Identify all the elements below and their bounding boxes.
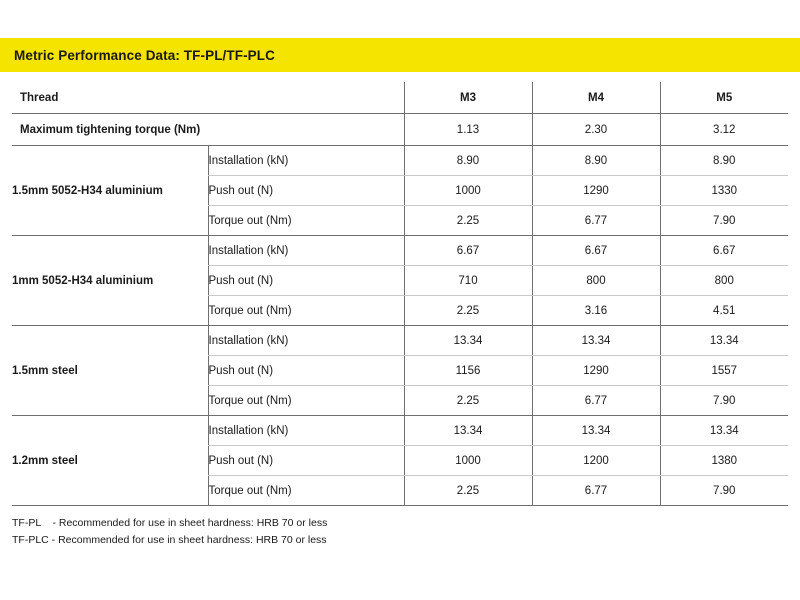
data-cell: 2.25	[404, 386, 532, 416]
data-cell: 2.25	[404, 476, 532, 506]
data-cell: 800	[660, 266, 788, 296]
cell-torque-m3: 1.13	[404, 114, 532, 146]
data-cell: 6.77	[532, 386, 660, 416]
data-cell: 13.34	[404, 416, 532, 446]
footnote-tf-pl: TF-PL - Recommended for use in sheet hardness: HRB 70 or less	[12, 517, 328, 529]
data-cell: 8.90	[660, 146, 788, 176]
data-cell: 13.34	[404, 326, 532, 356]
metric-label: Installation (kN)	[208, 326, 404, 356]
table-row	[12, 236, 788, 266]
table-row	[12, 326, 788, 356]
column-header-m4: M4	[532, 82, 660, 114]
row-label-max-tightening-torque: Maximum tightening torque (Nm)	[12, 114, 404, 146]
table-row	[12, 146, 788, 176]
cell-torque-m4: 2.30	[532, 114, 660, 146]
group-label-1: 1mm 5052-H34 aluminium	[12, 236, 208, 326]
data-cell: 800	[532, 266, 660, 296]
group-label-3: 1.2mm steel	[12, 416, 208, 506]
data-cell: 1290	[532, 356, 660, 386]
data-cell: 13.34	[660, 326, 788, 356]
data-cell: 1557	[660, 356, 788, 386]
group-label-2: 1.5mm steel	[12, 326, 208, 416]
metric-label: Push out (N)	[208, 176, 404, 206]
data-cell: 8.90	[404, 146, 532, 176]
column-header-m3: M3	[404, 82, 532, 114]
metric-label: Installation (kN)	[208, 146, 404, 176]
data-cell: 6.77	[532, 206, 660, 236]
data-cell: 7.90	[660, 206, 788, 236]
data-cell: 710	[404, 266, 532, 296]
metric-label: Push out (N)	[208, 266, 404, 296]
cell-torque-m5: 3.12	[660, 114, 788, 146]
data-cell: 7.90	[660, 386, 788, 416]
data-cell: 1290	[532, 176, 660, 206]
data-cell: 1000	[404, 176, 532, 206]
column-header-thread: Thread	[12, 82, 404, 114]
page-title: Metric Performance Data: TF-PL/TF-PLC	[14, 47, 275, 63]
metric-label: Installation (kN)	[208, 236, 404, 266]
metric-label: Torque out (Nm)	[208, 206, 404, 236]
data-cell: 6.67	[660, 236, 788, 266]
data-cell: 7.90	[660, 476, 788, 506]
data-cell: 6.67	[532, 236, 660, 266]
metric-label: Push out (N)	[208, 356, 404, 386]
column-header-m5: M5	[660, 82, 788, 114]
data-cell: 2.25	[404, 206, 532, 236]
data-cell: 1330	[660, 176, 788, 206]
data-cell: 6.77	[532, 476, 660, 506]
metric-label: Push out (N)	[208, 446, 404, 476]
metric-label: Installation (kN)	[208, 416, 404, 446]
data-cell: 3.16	[532, 296, 660, 326]
data-cell: 6.67	[404, 236, 532, 266]
data-cell: 1200	[532, 446, 660, 476]
data-cell: 1000	[404, 446, 532, 476]
data-cell: 2.25	[404, 296, 532, 326]
metric-label: Torque out (Nm)	[208, 296, 404, 326]
footnotes	[12, 515, 712, 549]
data-cell: 1380	[660, 446, 788, 476]
data-cell: 13.34	[532, 326, 660, 356]
table-row	[12, 114, 788, 146]
performance-data-table	[12, 82, 788, 506]
footnote-tf-plc: TF-PLC - Recommended for use in sheet hardness: HRB 70 or less	[12, 534, 327, 546]
data-cell: 1156	[404, 356, 532, 386]
group-label-0: 1.5mm 5052-H34 aluminium	[12, 146, 208, 236]
title-banner	[0, 38, 800, 72]
table-header-row	[12, 82, 788, 114]
data-cell: 13.34	[532, 416, 660, 446]
data-cell: 4.51	[660, 296, 788, 326]
data-cell: 13.34	[660, 416, 788, 446]
metric-label: Torque out (Nm)	[208, 386, 404, 416]
table-row	[12, 416, 788, 446]
metric-label: Torque out (Nm)	[208, 476, 404, 506]
data-cell: 8.90	[532, 146, 660, 176]
